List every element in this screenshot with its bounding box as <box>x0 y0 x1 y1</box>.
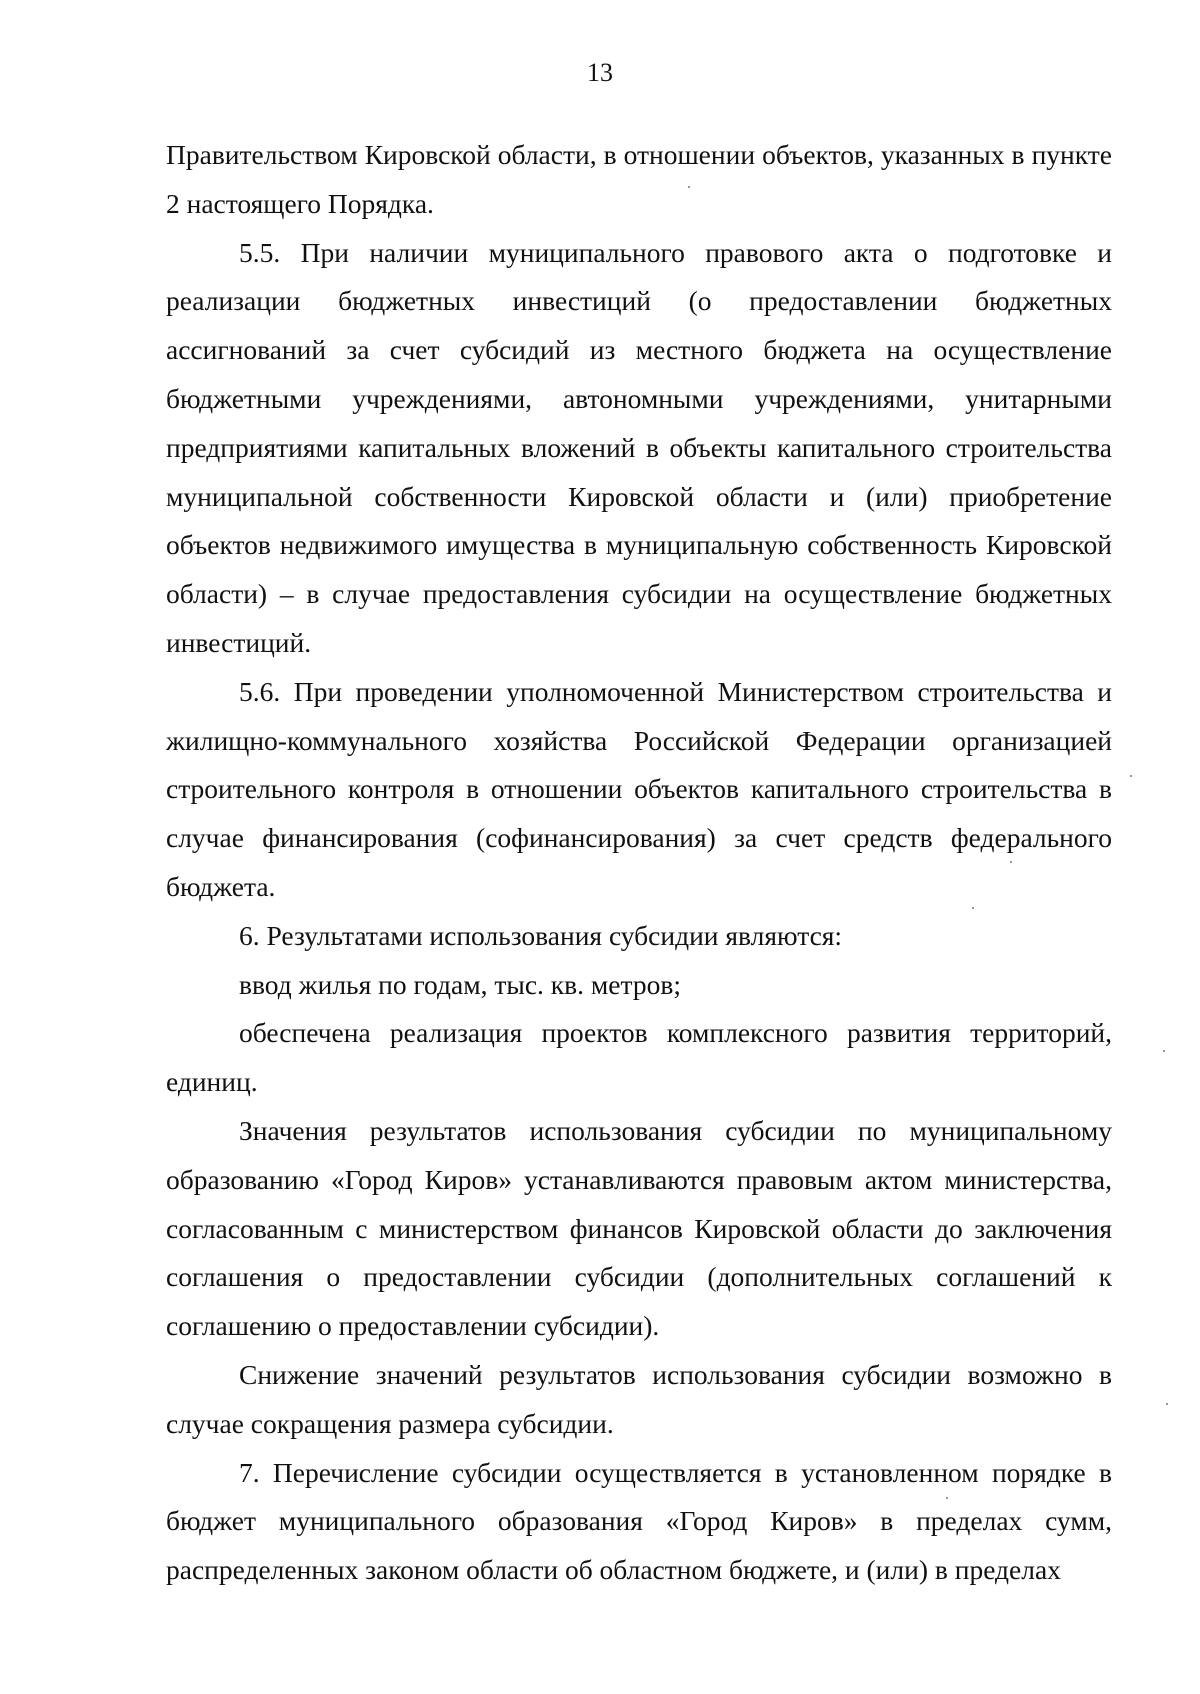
scan-speck <box>1010 861 1012 863</box>
scan-speck <box>946 1497 948 1499</box>
paragraph-5-6: 5.6. При проведении уполномоченной Министерством строительства и жилищно-коммунального хозяйства Российской Федерации организацией строительного контроля в отношении объектов капитального строительства в случае финансирования (софинансирования) за счет средств федерального бюджета. <box>166 675 1112 902</box>
document-body <box>166 131 1112 1595</box>
paragraph-6-item-territories: обеспечена реализация проектов комплексного развития территорий, единиц. <box>166 1017 1112 1098</box>
scan-speck <box>1130 775 1132 777</box>
paragraph-result-reduction: Снижение значений результатов использования субсидии возможно в случае сокращения размера субсидии. <box>166 1358 1112 1439</box>
paragraph-5-5: 5.5. При наличии муниципального правового акта о подготовке и реализации бюджетных инвестиций (о предоставлении бюджетных ассигнований за счет субсидий из местного бюджета на осуществление бюджетными учреждениями, автономными учреждениями, унитарными предприятиями капитальных вложений в объекты капитального строительства муниципальной собственности Кировской области и (или) приобретение объектов недвижимого имущества в муниципальную собственность Кировской области) – в случае предоставления субсидии на осуществление бюджетных инвестиций. <box>166 236 1112 658</box>
paragraph-continuation: Правительством Кировской области, в отношении объектов, указанных в пункте 2 настоящего Порядка. <box>166 139 1112 219</box>
paragraph-6: 6. Результатами использования субсидии являются: <box>239 919 843 951</box>
paragraph-7: 7. Перечисление субсидии осуществляется в установленном порядке в бюджет муниципального образования «Город Киров» в пределах сумм, распределенных законом области об областном бюджете, и (или) в пределах <box>166 1456 1112 1586</box>
page-number: 13 <box>587 58 613 87</box>
paragraph-result-values: Значения результатов использования субсидии по муниципальному образованию «Город Киров» устанавливаются правовым актом министерства, согласованным с министерством финансов Кировской области до заключения соглашения о предоставлении субсидии (дополнительных соглашений к соглашению о предоставлении субсидии). <box>166 1114 1112 1342</box>
scan-speck <box>1163 1050 1165 1052</box>
paragraph-6-item-housing: ввод жилья по годам, тыс. кв. метров; <box>239 968 681 1000</box>
scan-speck <box>1166 1403 1168 1405</box>
scan-speck <box>972 907 974 909</box>
scan-speck <box>688 186 690 188</box>
